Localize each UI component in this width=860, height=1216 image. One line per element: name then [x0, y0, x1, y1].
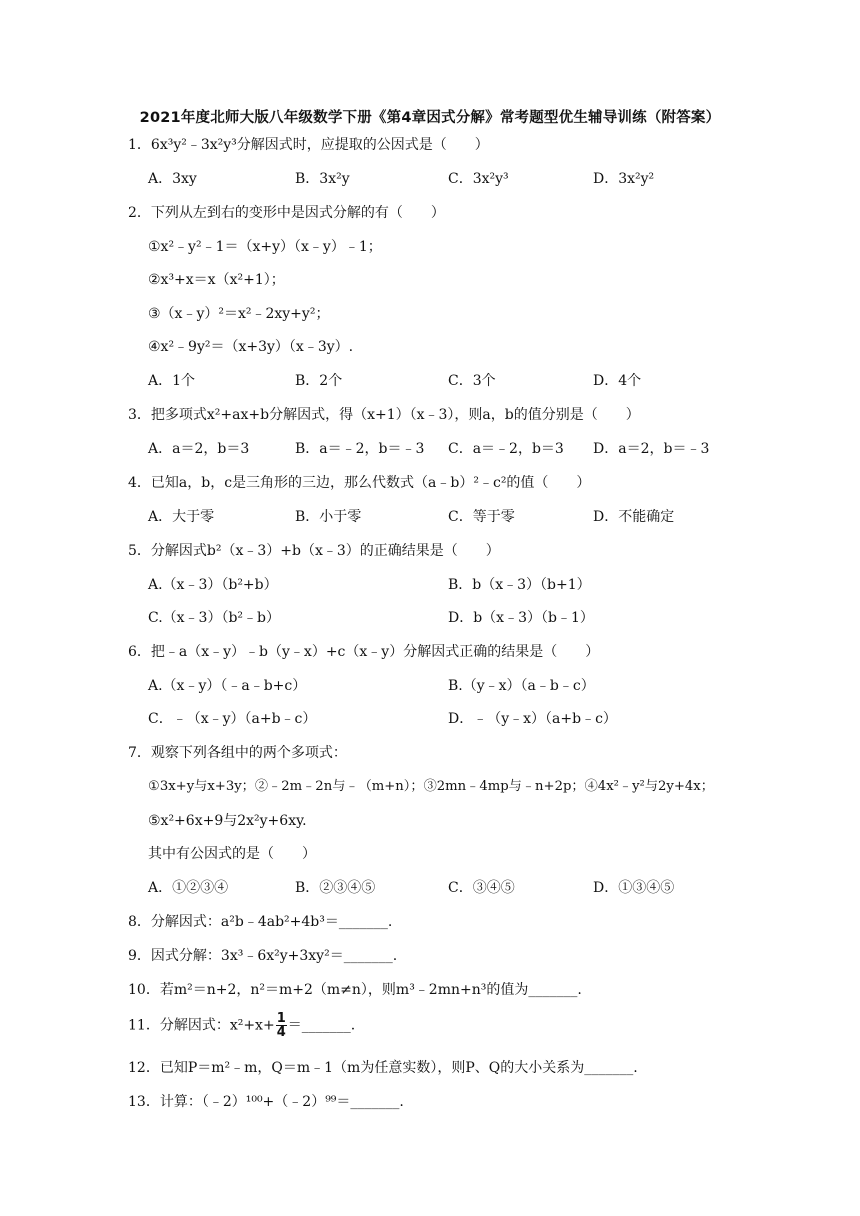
- q4-option-c: C．等于零: [448, 509, 515, 525]
- q2-item-1: ①x²﹣y²﹣1＝（x+y）（x﹣y）﹣1；: [148, 239, 382, 255]
- q7-option-d: D．①③④⑤: [593, 880, 675, 896]
- q4-option-b: B．小于零: [295, 509, 362, 525]
- q7-option-c: C．③④⑤: [448, 880, 515, 896]
- q6-option-b: B.（y﹣x）（a﹣b﹣c）: [448, 678, 595, 694]
- q2-item-4: ④x²﹣9y²＝（x+3y）（x﹣3y）.: [148, 339, 354, 355]
- q2-option-b: B．2个: [295, 373, 343, 389]
- fraction-numerator: 1: [276, 1011, 286, 1026]
- question-13: 13．计算：（﹣2）¹⁰⁰+（﹣2）⁹⁹＝_______.: [128, 1094, 404, 1110]
- question-7-stem: 7．观察下列各组中的两个多项式：: [128, 745, 347, 761]
- q5-option-a: A.（x﹣3）（b²+b）: [148, 577, 278, 593]
- q7-pairs-line-2: ⑤x²+6x+9与2x²y+6xy.: [148, 813, 307, 829]
- question-4-stem: 4．已知a，b，c是三角形的三边，那么代数式（a﹣b）²﹣c²的值（ ）: [128, 475, 591, 491]
- q3-option-a: A．a＝2，b＝3: [148, 441, 250, 457]
- question-11: [128, 1012, 355, 1039]
- fraction-denominator: 4: [276, 1025, 286, 1040]
- q2-option-a: A．1个: [148, 373, 196, 389]
- q11-suffix: ＝_______.: [287, 1017, 356, 1034]
- q1-option-d: D．3x²y²: [593, 171, 655, 187]
- q7-pairs-line-1: ①3x+y与x+3y；②﹣2m﹣2n与﹣（m+n）；③2mn﹣4mp与﹣n+2p；④4x²﹣y²与2y+4x；: [148, 779, 714, 794]
- question-5-stem: 5．分解因式b²（x﹣3）+b（x﹣3）的正确结果是（ ）: [128, 543, 500, 559]
- q3-option-b: B．a＝﹣2，b＝﹣3: [295, 441, 425, 457]
- question-12: 12．已知P＝m²﹣m，Q＝m﹣1（m为任意实数），则P、Q的大小关系为_______.: [128, 1060, 638, 1076]
- q6-option-a: A.（x﹣y）（﹣a﹣b+c）: [148, 678, 307, 694]
- q5-option-b: B．b（x﹣3）（b+1）: [448, 577, 591, 593]
- question-10: 10．若m²＝n+2，n²＝m+2（m≠n），则m³﹣2mn+n³的值为_______.: [128, 982, 582, 998]
- question-2-stem: 2．下列从左到右的变形中是因式分解的有（ ）: [128, 205, 445, 221]
- q4-option-a: A．大于零: [148, 509, 215, 525]
- q2-item-3: ③（x﹣y）²＝x²﹣2xy+y²；: [148, 306, 330, 322]
- q3-option-d: D．a＝2，b＝﹣3: [593, 441, 710, 457]
- q1-option-c: C．3x²y³: [448, 171, 509, 187]
- q1-option-a: A．3xy: [148, 171, 197, 187]
- question-1-stem: 1．6x³y²﹣3x²y³分解因式时，应提取的公因式是（ ）: [128, 137, 489, 153]
- q5-option-c: C.（x﹣3）（b²﹣b）: [148, 610, 281, 626]
- question-3-stem: 3．把多项式x²+ax+b分解因式，得（x+1）（x﹣3），则a，b的值分别是（ ）: [128, 407, 640, 423]
- q5-option-d: D．b（x﹣3）（b﹣1）: [448, 610, 594, 626]
- q7-option-a: A．①②③④: [148, 880, 229, 896]
- q4-option-d: D．不能确定: [593, 509, 675, 525]
- question-8: 8．分解因式：a²b﹣4ab²+4b³＝_______.: [128, 914, 393, 930]
- q1-option-b: B．3x²y: [295, 171, 350, 187]
- q7-prompt: 其中有公因式的是（ ）: [148, 846, 316, 862]
- q2-item-2: ②x³+x＝x（x²+1）；: [148, 272, 285, 288]
- q11-prefix: 11．分解因式：x²+x+: [128, 1017, 275, 1034]
- question-6-stem: 6．把﹣a（x﹣y）﹣b（y﹣x）+c（x﹣y）分解因式正确的结果是（ ）: [128, 644, 600, 660]
- q2-option-c: C．3个: [448, 373, 496, 389]
- document-title: 2021年度北师大版八年级数学下册《第4章因式分解》常考题型优生辅导训练（附答案）: [139, 110, 721, 126]
- q6-option-c: C．﹣（x﹣y）（a+b﹣c）: [148, 711, 317, 727]
- question-9: 9．因式分解：3x³﹣6x²y+3xy²＝_______.: [128, 948, 398, 964]
- fraction-one-quarter: [276, 1012, 287, 1039]
- q3-option-c: C．a＝﹣2，b＝3: [448, 441, 564, 457]
- q2-option-d: D．4个: [593, 373, 642, 389]
- q6-option-d: D．﹣（y﹣x）（a+b﹣c）: [448, 711, 617, 727]
- q7-option-b: B．②③④⑤: [295, 880, 376, 896]
